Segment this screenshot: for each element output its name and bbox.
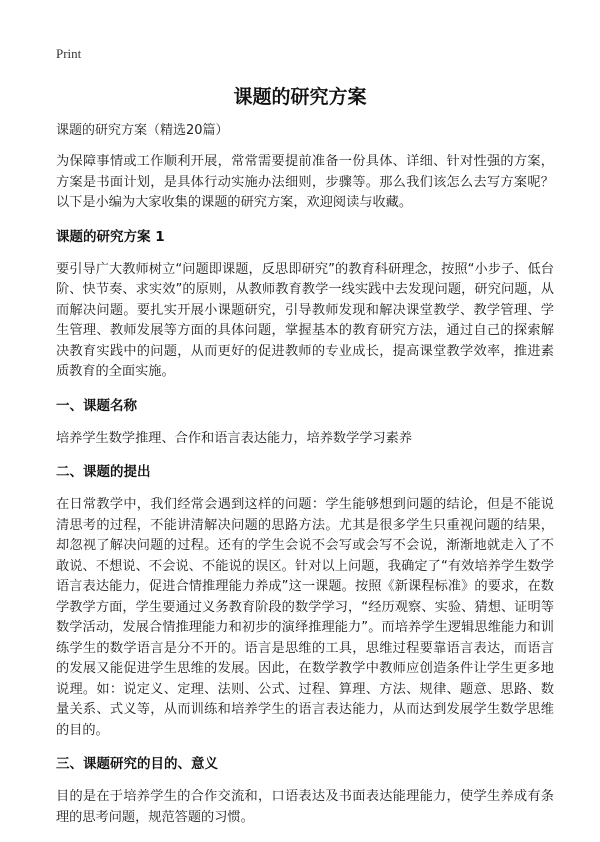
- document-body: [56, 122, 554, 842]
- section-body-background: 在日常教学中，我们经常会遇到这样的问题：学生能够想到问题的结论，但是不能说清思考的过程，不能讲清解决问题的思路方法。尤其是很多学生只重视问题的结果，却忽视了解决问题的过程。还有的学生会说不会写或会写不会说，渐渐地就走入了不敢说、不想说、不会说、不能说的误区。针对以上问题，我确定了“有效培养学生数学语言表达能力，促进合情推理能力养成”这一课题。按照《新课程标准》的要求，在数学教学方面，学生要通过义务教育阶段的数学学习，“经历观察、实验、猜想、证明等数学活动，发展合情推理能力和初步的演绎推理能力”。而培养学生逻辑思维能力和训练学生的数学语言是分不开的。语言是思维的工具，思维过程要靠语言表达，而语言的发展又能促进学生思维的发展。因此，在数学教学中教师应创造条件让学生更多地说理。如：说定义、定理、法则、公式、过程、算理、方法、规律、题意、思路、数量关系、式义等，从而训练和培养学生的语言表达能力，从而达到发展学生数学思维的目的。: [56, 497, 554, 738]
- section-heading-purpose: 三、课题研究的目的、意义: [56, 756, 218, 772]
- print-link[interactable]: Print: [56, 46, 82, 61]
- section-body-purpose: 目的是在于培养学生的合作交流和，口语表达及书面表达能理能力，使学生养成有条理的思考问题，规范答题的习惯。: [56, 789, 554, 825]
- section-body-plan-1: 要引导广大教师树立“问题即课题，反思即研究”的教育科研理念，按照“小步子、低台阶、快节奏、求实效”的原则，从教师教育教学一线实践中去发现问题，研究问题，从而解决问题。要扎实开展小课题研究，引导教师发现和解决课堂教学、教学管理、学生管理、教师发展等方面的具体问题，掌握基本的教育研究方法，通过自己的探索解决教育实践中的问题，从而更好的促进教师的专业成长，提高课堂教学效率，推进素质教育的全面实施。: [56, 261, 554, 379]
- section-heading-topic-name: 一、课题名称: [56, 397, 137, 414]
- section-heading-plan-1: 课题的研究方案 1: [56, 228, 165, 245]
- document-subtitle: 课题的研究方案（精选20篇）: [56, 123, 229, 138]
- section-body-topic-name: 培养学生数学推理、合作和语言表达能力，培养数学学习素养: [56, 430, 413, 446]
- page-title: 课题的研究方案: [233, 86, 367, 108]
- intro-paragraph: 为保障事情或工作顺利开展，常常需要提前准备一份具体、详细、针对性强的方案，方案是书面计划，是具体行动实施办法细则，步骤等。那么我们该怎么去写方案呢？以下是小编为大家收集的课题的研究方案，欢迎阅读与收藏。: [56, 154, 554, 210]
- section-heading-background: 二、课题的提出: [56, 464, 151, 480]
